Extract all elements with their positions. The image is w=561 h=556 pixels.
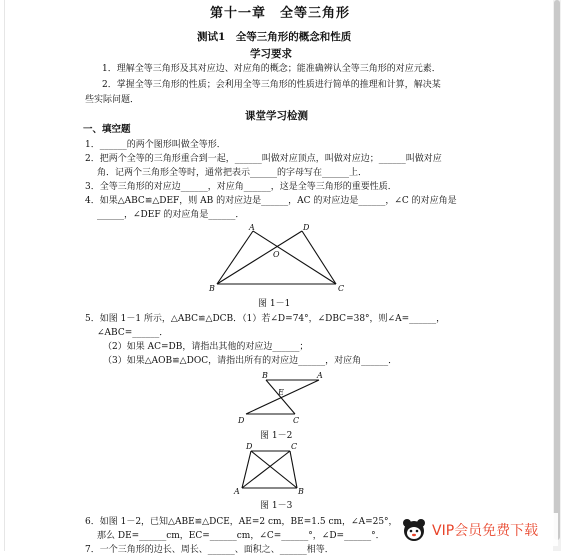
fig1-label-o: O: [273, 250, 280, 259]
fig1-label-d: D: [303, 223, 310, 232]
requirement-1: 1．理解全等三角形及其对应边、对应角的概念；能准确辨认全等三角形的对应元素．: [102, 64, 441, 74]
figure-1-3-caption: 图 1－3: [260, 501, 293, 511]
fig3-label-a: A: [234, 487, 240, 496]
question-3: 3．全等三角形的对应边______，对应角______，这是全等三角形的重要性质．: [85, 182, 397, 192]
question-5: 5．如图 1－1 所示，△ABC≌△DCB．（1）若∠D=74°，∠DBC=38°，则∠A=______，: [85, 314, 446, 324]
figure-1-2-caption: 图 1－2: [260, 431, 293, 441]
vip-download-label: VIP会员免费下载: [432, 522, 539, 539]
figure-1-1-caption: 图 1－1: [258, 299, 291, 309]
fig2-label-e: E: [278, 388, 284, 397]
fig1-label-b: B: [209, 284, 215, 293]
requirement-2-cont: 些实际问题．: [85, 95, 140, 105]
fig2-label-a: A: [317, 371, 323, 380]
question-4: 4．如果△ABC≌△DEF，则 AB 的对应边是______，AC 的对应边是______，∠C 的对应角是: [85, 196, 457, 206]
test-title: 测试1 全等三角形的概念和性质: [197, 31, 352, 43]
question-5-part-3: （3）如果△AOB≌△DOC，请指出所有的对应边______，对应角______．: [103, 356, 398, 366]
question-2-cont: 角．记两个三角形全等时，通常把表示______的字母写在______上．: [97, 168, 368, 178]
question-6-cont: 那么 DE=______cm，EC=______cm，∠C=______°，∠D=______°．: [97, 531, 385, 541]
scrollbar-thumb[interactable]: [554, 0, 560, 540]
question-2: 2．把两个全等的三角形重合到一起，______叫做对应顶点，叫做对应边；______叫做对应: [85, 154, 442, 164]
fig3-label-c: C: [291, 442, 298, 451]
fig2-label-d: D: [238, 416, 245, 425]
requirements-heading: 学习要求: [250, 48, 292, 60]
fig3-label-d: D: [246, 442, 253, 451]
vip-download-badge[interactable]: [398, 513, 558, 546]
question-5-cont: ∠ABC=______．: [97, 328, 169, 338]
practice-heading: 课堂学习检测: [245, 110, 308, 122]
part-heading: 一、填空题: [83, 124, 131, 135]
question-7: 7．一个三角形的边长、周长、______、面积之、______相等．: [85, 545, 334, 555]
figure-1-3: [233, 441, 313, 497]
fig3-label-b: B: [298, 487, 304, 496]
document-page: [4, 0, 553, 555]
fig2-label-b: B: [262, 371, 268, 380]
fig2-label-c: C: [293, 416, 300, 425]
question-1: 1．______的两个图形叫做全等形．: [85, 140, 226, 150]
bear-mascot-icon: [400, 516, 428, 544]
figure-1-2: [233, 370, 333, 426]
figure-1-1: [205, 222, 355, 294]
requirement-2: 2．掌握全等三角形的性质；会利用全等三角形的性质进行简单的推理和计算，解决某: [102, 80, 441, 90]
vertical-scrollbar[interactable]: [553, 0, 561, 551]
fig1-label-a: A: [249, 223, 255, 232]
question-4-cont: ______，∠DEF 的对应角是______．: [97, 210, 245, 220]
question-5-part-2: （2）如果 AC=DB，请指出其他的对应边______；: [103, 342, 309, 352]
chapter-title: 第十一章 全等三角形: [210, 6, 351, 21]
question-6: 6．如图 1－2，已知△ABE≌△DCE，AE=2 cm，BE=1.5 cm，∠A=25°，: [85, 517, 398, 527]
fig1-label-c: C: [338, 284, 345, 293]
